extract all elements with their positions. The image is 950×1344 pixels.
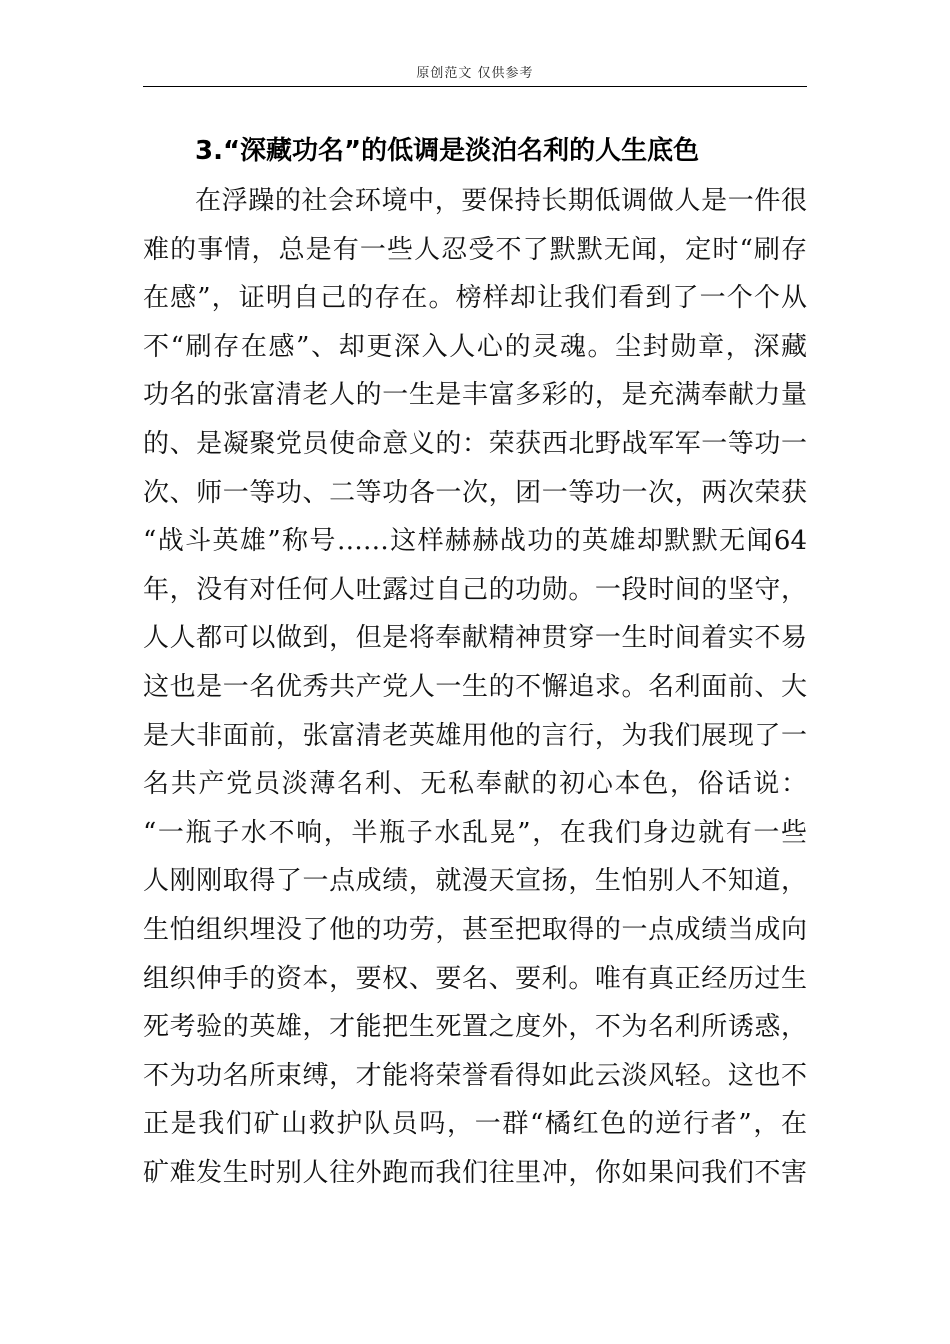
body-paragraph xyxy=(143,179,807,1199)
paragraph-line: 难的事情，总是有一些人忍受不了默默无闻，定时“刷存 xyxy=(143,234,807,265)
paragraph-line: “一瓶子水不响，半瓶子水乱晃”，在我们身边就有一些 xyxy=(143,817,807,848)
paragraph-line: 矿难发生时别人往外跑而我们往里冲，你如果问我们不害 xyxy=(143,1157,807,1188)
paragraph-line: 是大非面前，张富清老英雄用他的言行，为我们展现了一 xyxy=(143,720,807,751)
section-heading: 3.“深藏功名”的低调是淡泊名利的人生底色 xyxy=(195,136,700,166)
paragraph-line: 在浮躁的社会环境中，要保持长期低调做人是一件很 xyxy=(195,186,807,216)
page-header: 原创范文 仅供参考 xyxy=(143,64,807,87)
paragraph-line: 功名的张富清老人的一生是丰富多彩的，是充满奉献力量 xyxy=(143,380,807,411)
paragraph-line: “战斗英雄”称号……这样赫赫战功的英雄却默默无闻64 xyxy=(143,526,807,557)
paragraph-line: 的、是凝聚党员使命意义的：荣获西北野战军军一等功一 xyxy=(143,428,807,459)
paragraph-line: 正是我们矿山救护队员吗，一群“橘红色的逆行者”，在 xyxy=(143,1109,807,1140)
paragraph-line: 次、师一等功、二等功各一次，团一等功一次，两次荣获 xyxy=(143,477,807,508)
paragraph-line: 组织伸手的资本，要权、要名、要利。唯有真正经历过生 xyxy=(143,963,807,994)
paragraph-line: 人刚刚取得了一点成绩，就漫天宣扬，生怕别人不知道， xyxy=(143,866,807,897)
paragraph-line: 不为功名所束缚，才能将荣誉看得如此云淡风轻。这也不 xyxy=(143,1060,807,1091)
paragraph-line: 不“刷存在感”、却更深入人心的灵魂。尘封勋章，深藏 xyxy=(143,331,807,362)
paragraph-line: 死考验的英雄，才能把生死置之度外，不为名利所诱惑， xyxy=(143,1012,807,1043)
paragraph-line: 人人都可以做到，但是将奉献精神贯穿一生时间着实不易 xyxy=(143,623,807,654)
paragraph-line: 这也是一名优秀共产党人一生的不懈追求。名利面前、大 xyxy=(143,671,807,702)
paragraph-line: 在感”，证明自己的存在。榜样却让我们看到了一个个从 xyxy=(143,283,807,314)
paragraph-line: 年，没有对任何人吐露过自己的功勋。一段时间的坚守， xyxy=(143,574,807,605)
paragraph-line: 生怕组织埋没了他的功劳，甚至把取得的一点成绩当成向 xyxy=(143,914,807,945)
paragraph-line: 名共产党员淡薄名利、无私奉献的初心本色，俗话说： xyxy=(143,769,807,800)
